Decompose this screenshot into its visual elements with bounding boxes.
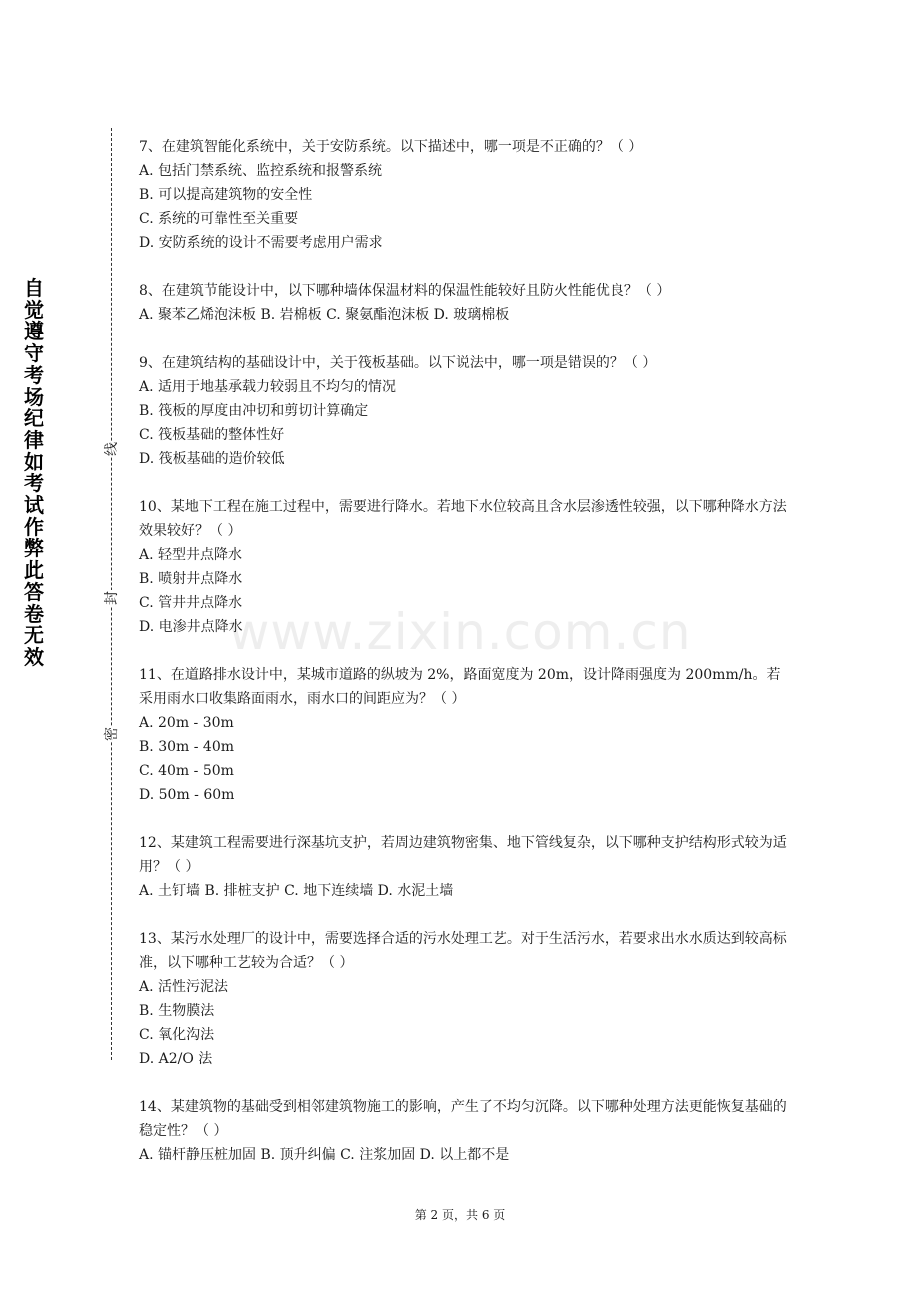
question-option: A. 聚苯乙烯泡沫板 B. 岩棉板 C. 聚氨酯泡沫板 D. 玻璃棉板 [139,307,510,323]
question-option: B. 可以提高建筑物的安全性 [139,187,313,203]
question-option: A. 锚杆静压桩加固 B. 顶升纠偏 C. 注浆加固 D. 以上都不是 [139,1147,510,1163]
question-option: C. 系统的可靠性至关重要 [139,211,299,227]
question-14 [139,1095,789,1167]
question-stem: 7、在建筑智能化系统中，关于安防系统。以下描述中，哪一项是不正确的？（ ） [139,139,643,155]
question-stem: 12、某建筑工程需要进行深基坑支护，若周边建筑物密集、地下管线复杂，以下哪种支护结构形式较为适用？（ ） [139,835,787,875]
question-list [139,135,789,1191]
question-stem: 8、在建筑节能设计中，以下哪种墙体保温材料的保温性能较好且防火性能优良？（ ） [139,283,671,299]
question-stem: 11、在道路排水设计中，某城市道路的纵坡为 2%，路面宽度为 20m，设计降雨强度为 200mm/h。若采用雨水口收集路面雨水，雨水口的间距应为？（ ） [139,667,781,707]
question-7 [139,135,789,255]
question-11 [139,663,789,807]
question-option: B. 生物膜法 [139,1003,215,1019]
question-option: A. 轻型井点降水 [139,547,243,563]
binding-label-seal: 封 [104,591,120,605]
question-option: A. 包括门禁系统、监控系统和报警系统 [139,163,383,179]
question-option: B. 筏板的厚度由冲切和剪切计算确定 [139,403,369,419]
question-option: A. 活性污泥法 [139,979,229,995]
question-stem: 10、某地下工程在施工过程中，需要进行降水。若地下水位较高且含水层渗透性较强，以下哪种降水方法效果较好？（ ） [139,499,787,539]
question-10 [139,495,789,639]
page-number-footer: 第 2 页，共 6 页 [414,1208,506,1222]
question-option: B. 喷射井点降水 [139,571,243,587]
question-option: A. 20m - 30m [139,715,234,731]
question-stem: 14、某建筑物的基础受到相邻建筑物施工的影响，产生了不均匀沉降。以下哪种处理方法更能恢复基础的稳定性？（ ） [139,1099,787,1139]
question-option: D. 安防系统的设计不需要考虑用户需求 [139,235,383,251]
question-option: D. 筏板基础的造价较低 [139,451,285,467]
question-option: C. 筏板基础的整体性好 [139,427,285,443]
question-9 [139,351,789,471]
question-option: D. A2/O 法 [139,1051,213,1067]
question-option: A. 土钉墙 B. 排桩支护 C. 地下连续墙 D. 水泥土墙 [139,883,454,899]
question-12 [139,831,789,903]
question-13 [139,927,789,1071]
question-option: C. 氧化沟法 [139,1027,215,1043]
question-stem: 9、在建筑结构的基础设计中，关于筏板基础。以下说法中，哪一项是错误的？（ ） [139,355,657,371]
binding-label-secret: 密 [104,727,120,741]
watermark: www.zixin.com.cn [228,603,692,661]
question-8 [139,279,789,327]
question-option: C. 40m - 50m [139,763,234,779]
question-option: D. 50m - 60m [139,787,235,803]
question-option: C. 管井井点降水 [139,595,243,611]
binding-label-line: 线 [104,442,120,456]
question-option: D. 电渗井点降水 [139,619,243,635]
question-stem: 13、某污水处理厂的设计中，需要选择合适的污水处理工艺。对于生活污水，若要求出水水质达到较高标准，以下哪种工艺较为合适？（ ） [139,931,787,971]
exam-discipline-note: 自觉遵守考场纪律如考试作弊此答卷无效 [24,276,44,669]
question-option: A. 适用于地基承载力较弱且不均匀的情况 [139,379,397,395]
question-option: B. 30m - 40m [139,739,234,755]
